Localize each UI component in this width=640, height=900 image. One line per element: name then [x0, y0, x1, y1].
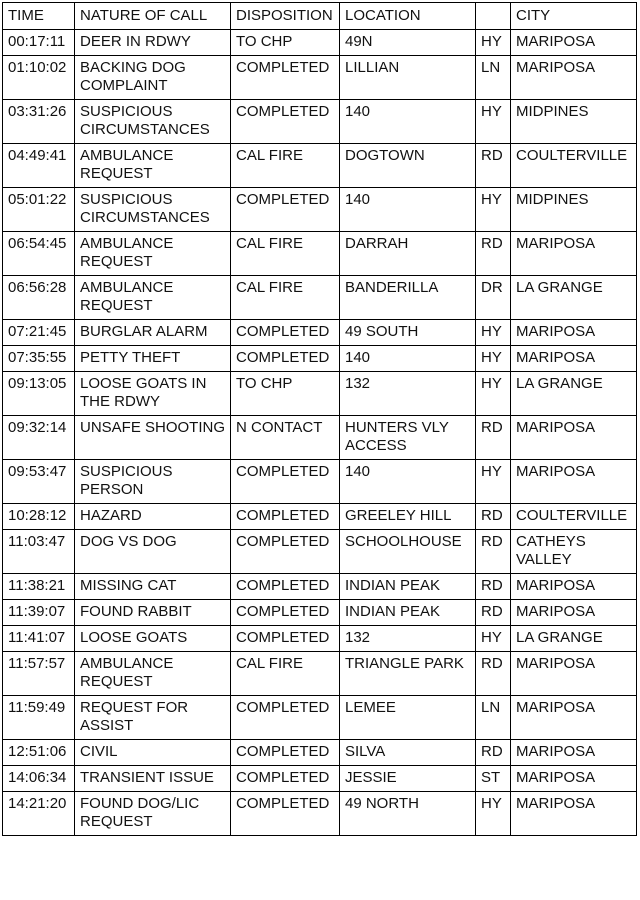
location-cell: 140	[340, 100, 476, 144]
street-type-cell: LN	[476, 56, 511, 100]
location-cell: 140	[340, 460, 476, 504]
table-row	[3, 276, 637, 320]
table-row	[3, 320, 637, 346]
city-cell: MARIPOSA	[511, 56, 637, 100]
disposition-cell: TO CHP	[231, 372, 340, 416]
disposition-cell: CAL FIRE	[231, 232, 340, 276]
street-type-cell: ST	[476, 766, 511, 792]
table-row	[3, 232, 637, 276]
disposition-cell: COMPLETED	[231, 346, 340, 372]
table-row	[3, 30, 637, 56]
street-type-cell: RD	[476, 600, 511, 626]
location-cell: INDIAN PEAK	[340, 600, 476, 626]
disposition-cell: N CONTACT	[231, 416, 340, 460]
disposition-cell: COMPLETED	[231, 56, 340, 100]
table-row	[3, 766, 637, 792]
street-type-cell: HY	[476, 372, 511, 416]
column-header-disposition: DISPOSITION	[231, 3, 340, 30]
location-cell: JESSIE	[340, 766, 476, 792]
disposition-cell: COMPLETED	[231, 792, 340, 836]
street-type-cell: HY	[476, 100, 511, 144]
disposition-cell: CAL FIRE	[231, 276, 340, 320]
time-cell: 10:28:12	[3, 504, 75, 530]
disposition-cell: COMPLETED	[231, 460, 340, 504]
nature-of-call-cell: SUSPICIOUS CIRCUMSTANCES	[75, 100, 231, 144]
table-row	[3, 600, 637, 626]
column-header-city: CITY	[511, 3, 637, 30]
street-type-cell: HY	[476, 792, 511, 836]
disposition-cell: COMPLETED	[231, 504, 340, 530]
time-cell: 07:21:45	[3, 320, 75, 346]
location-cell: GREELEY HILL	[340, 504, 476, 530]
disposition-cell: COMPLETED	[231, 100, 340, 144]
street-type-cell: RD	[476, 232, 511, 276]
time-cell: 07:35:55	[3, 346, 75, 372]
street-type-cell: RD	[476, 530, 511, 574]
time-cell: 06:54:45	[3, 232, 75, 276]
column-header-time: TIME	[3, 3, 75, 30]
nature-of-call-cell: BURGLAR ALARM	[75, 320, 231, 346]
nature-of-call-cell: DEER IN RDWY	[75, 30, 231, 56]
street-type-cell: HY	[476, 626, 511, 652]
nature-of-call-cell: SUSPICIOUS CIRCUMSTANCES	[75, 188, 231, 232]
disposition-cell: COMPLETED	[231, 188, 340, 232]
table-row	[3, 696, 637, 740]
time-cell: 00:17:11	[3, 30, 75, 56]
disposition-cell: COMPLETED	[231, 626, 340, 652]
street-type-cell: HY	[476, 320, 511, 346]
nature-of-call-cell: BACKING DOG COMPLAINT	[75, 56, 231, 100]
disposition-cell: CAL FIRE	[231, 652, 340, 696]
time-cell: 11:41:07	[3, 626, 75, 652]
city-cell: MARIPOSA	[511, 416, 637, 460]
table-row	[3, 740, 637, 766]
location-cell: LILLIAN	[340, 56, 476, 100]
city-cell: MARIPOSA	[511, 320, 637, 346]
city-cell: MARIPOSA	[511, 346, 637, 372]
nature-of-call-cell: AMBULANCE REQUEST	[75, 276, 231, 320]
city-cell: MARIPOSA	[511, 740, 637, 766]
street-type-cell: HY	[476, 346, 511, 372]
street-type-cell: RD	[476, 144, 511, 188]
nature-of-call-cell: AMBULANCE REQUEST	[75, 144, 231, 188]
location-cell: BANDERILLA	[340, 276, 476, 320]
time-cell: 11:57:57	[3, 652, 75, 696]
location-cell: 49 SOUTH	[340, 320, 476, 346]
street-type-cell: DR	[476, 276, 511, 320]
time-cell: 14:06:34	[3, 766, 75, 792]
street-type-cell: RD	[476, 574, 511, 600]
time-cell: 14:21:20	[3, 792, 75, 836]
call-log-table	[2, 2, 637, 836]
city-cell: COULTERVILLE	[511, 144, 637, 188]
time-cell: 06:56:28	[3, 276, 75, 320]
location-cell: DOGTOWN	[340, 144, 476, 188]
nature-of-call-cell: FOUND DOG/LIC REQUEST	[75, 792, 231, 836]
time-cell: 09:32:14	[3, 416, 75, 460]
time-cell: 09:53:47	[3, 460, 75, 504]
city-cell: MARIPOSA	[511, 696, 637, 740]
location-cell: SILVA	[340, 740, 476, 766]
table-row	[3, 100, 637, 144]
disposition-cell: CAL FIRE	[231, 144, 340, 188]
table-row	[3, 504, 637, 530]
table-row	[3, 460, 637, 504]
city-cell: LA GRANGE	[511, 626, 637, 652]
city-cell: COULTERVILLE	[511, 504, 637, 530]
time-cell: 04:49:41	[3, 144, 75, 188]
column-header-street-type	[476, 3, 511, 30]
table-row	[3, 626, 637, 652]
disposition-cell: COMPLETED	[231, 574, 340, 600]
disposition-cell: COMPLETED	[231, 530, 340, 574]
street-type-cell: HY	[476, 30, 511, 56]
table-row	[3, 56, 637, 100]
city-cell: MIDPINES	[511, 188, 637, 232]
time-cell: 05:01:22	[3, 188, 75, 232]
nature-of-call-cell: REQUEST FOR ASSIST	[75, 696, 231, 740]
nature-of-call-cell: SUSPICIOUS PERSON	[75, 460, 231, 504]
time-cell: 11:59:49	[3, 696, 75, 740]
location-cell: HUNTERS VLY ACCESS	[340, 416, 476, 460]
city-cell: MARIPOSA	[511, 792, 637, 836]
location-cell: 140	[340, 188, 476, 232]
city-cell: MARIPOSA	[511, 600, 637, 626]
nature-of-call-cell: AMBULANCE REQUEST	[75, 652, 231, 696]
street-type-cell: HY	[476, 188, 511, 232]
table-row	[3, 574, 637, 600]
disposition-cell: COMPLETED	[231, 740, 340, 766]
location-cell: INDIAN PEAK	[340, 574, 476, 600]
street-type-cell: LN	[476, 696, 511, 740]
street-type-cell: RD	[476, 652, 511, 696]
location-cell: 49 NORTH	[340, 792, 476, 836]
street-type-cell: HY	[476, 460, 511, 504]
location-cell: LEMEE	[340, 696, 476, 740]
city-cell: MIDPINES	[511, 100, 637, 144]
location-cell: TRIANGLE PARK	[340, 652, 476, 696]
location-cell: 49N	[340, 30, 476, 56]
table-row	[3, 416, 637, 460]
disposition-cell: TO CHP	[231, 30, 340, 56]
disposition-cell: COMPLETED	[231, 600, 340, 626]
street-type-cell: RD	[476, 740, 511, 766]
disposition-cell: COMPLETED	[231, 696, 340, 740]
location-cell: DARRAH	[340, 232, 476, 276]
table-row	[3, 372, 637, 416]
city-cell: MARIPOSA	[511, 232, 637, 276]
header-row	[3, 3, 637, 30]
time-cell: 12:51:06	[3, 740, 75, 766]
city-cell: MARIPOSA	[511, 30, 637, 56]
city-cell: MARIPOSA	[511, 652, 637, 696]
time-cell: 11:38:21	[3, 574, 75, 600]
city-cell: MARIPOSA	[511, 460, 637, 504]
table-row	[3, 346, 637, 372]
column-header-nature-of-call: NATURE OF CALL	[75, 3, 231, 30]
city-cell: LA GRANGE	[511, 276, 637, 320]
location-cell: 132	[340, 372, 476, 416]
nature-of-call-cell: AMBULANCE REQUEST	[75, 232, 231, 276]
location-cell: 140	[340, 346, 476, 372]
city-cell: MARIPOSA	[511, 574, 637, 600]
table-row	[3, 792, 637, 836]
nature-of-call-cell: FOUND RABBIT	[75, 600, 231, 626]
nature-of-call-cell: PETTY THEFT	[75, 346, 231, 372]
time-cell: 03:31:26	[3, 100, 75, 144]
table-row	[3, 652, 637, 696]
disposition-cell: COMPLETED	[231, 320, 340, 346]
time-cell: 11:03:47	[3, 530, 75, 574]
nature-of-call-cell: MISSING CAT	[75, 574, 231, 600]
nature-of-call-cell: HAZARD	[75, 504, 231, 530]
nature-of-call-cell: TRANSIENT ISSUE	[75, 766, 231, 792]
location-cell: 132	[340, 626, 476, 652]
column-header-location: LOCATION	[340, 3, 476, 30]
location-cell: SCHOOLHOUSE	[340, 530, 476, 574]
nature-of-call-cell: UNSAFE SHOOTING	[75, 416, 231, 460]
city-cell: LA GRANGE	[511, 372, 637, 416]
nature-of-call-cell: LOOSE GOATS IN THE RDWY	[75, 372, 231, 416]
city-cell: CATHEYS VALLEY	[511, 530, 637, 574]
time-cell: 09:13:05	[3, 372, 75, 416]
nature-of-call-cell: DOG VS DOG	[75, 530, 231, 574]
table-row	[3, 144, 637, 188]
time-cell: 01:10:02	[3, 56, 75, 100]
city-cell: MARIPOSA	[511, 766, 637, 792]
time-cell: 11:39:07	[3, 600, 75, 626]
disposition-cell: COMPLETED	[231, 766, 340, 792]
nature-of-call-cell: CIVIL	[75, 740, 231, 766]
table-row	[3, 530, 637, 574]
nature-of-call-cell: LOOSE GOATS	[75, 626, 231, 652]
table-row	[3, 188, 637, 232]
street-type-cell: RD	[476, 416, 511, 460]
street-type-cell: RD	[476, 504, 511, 530]
